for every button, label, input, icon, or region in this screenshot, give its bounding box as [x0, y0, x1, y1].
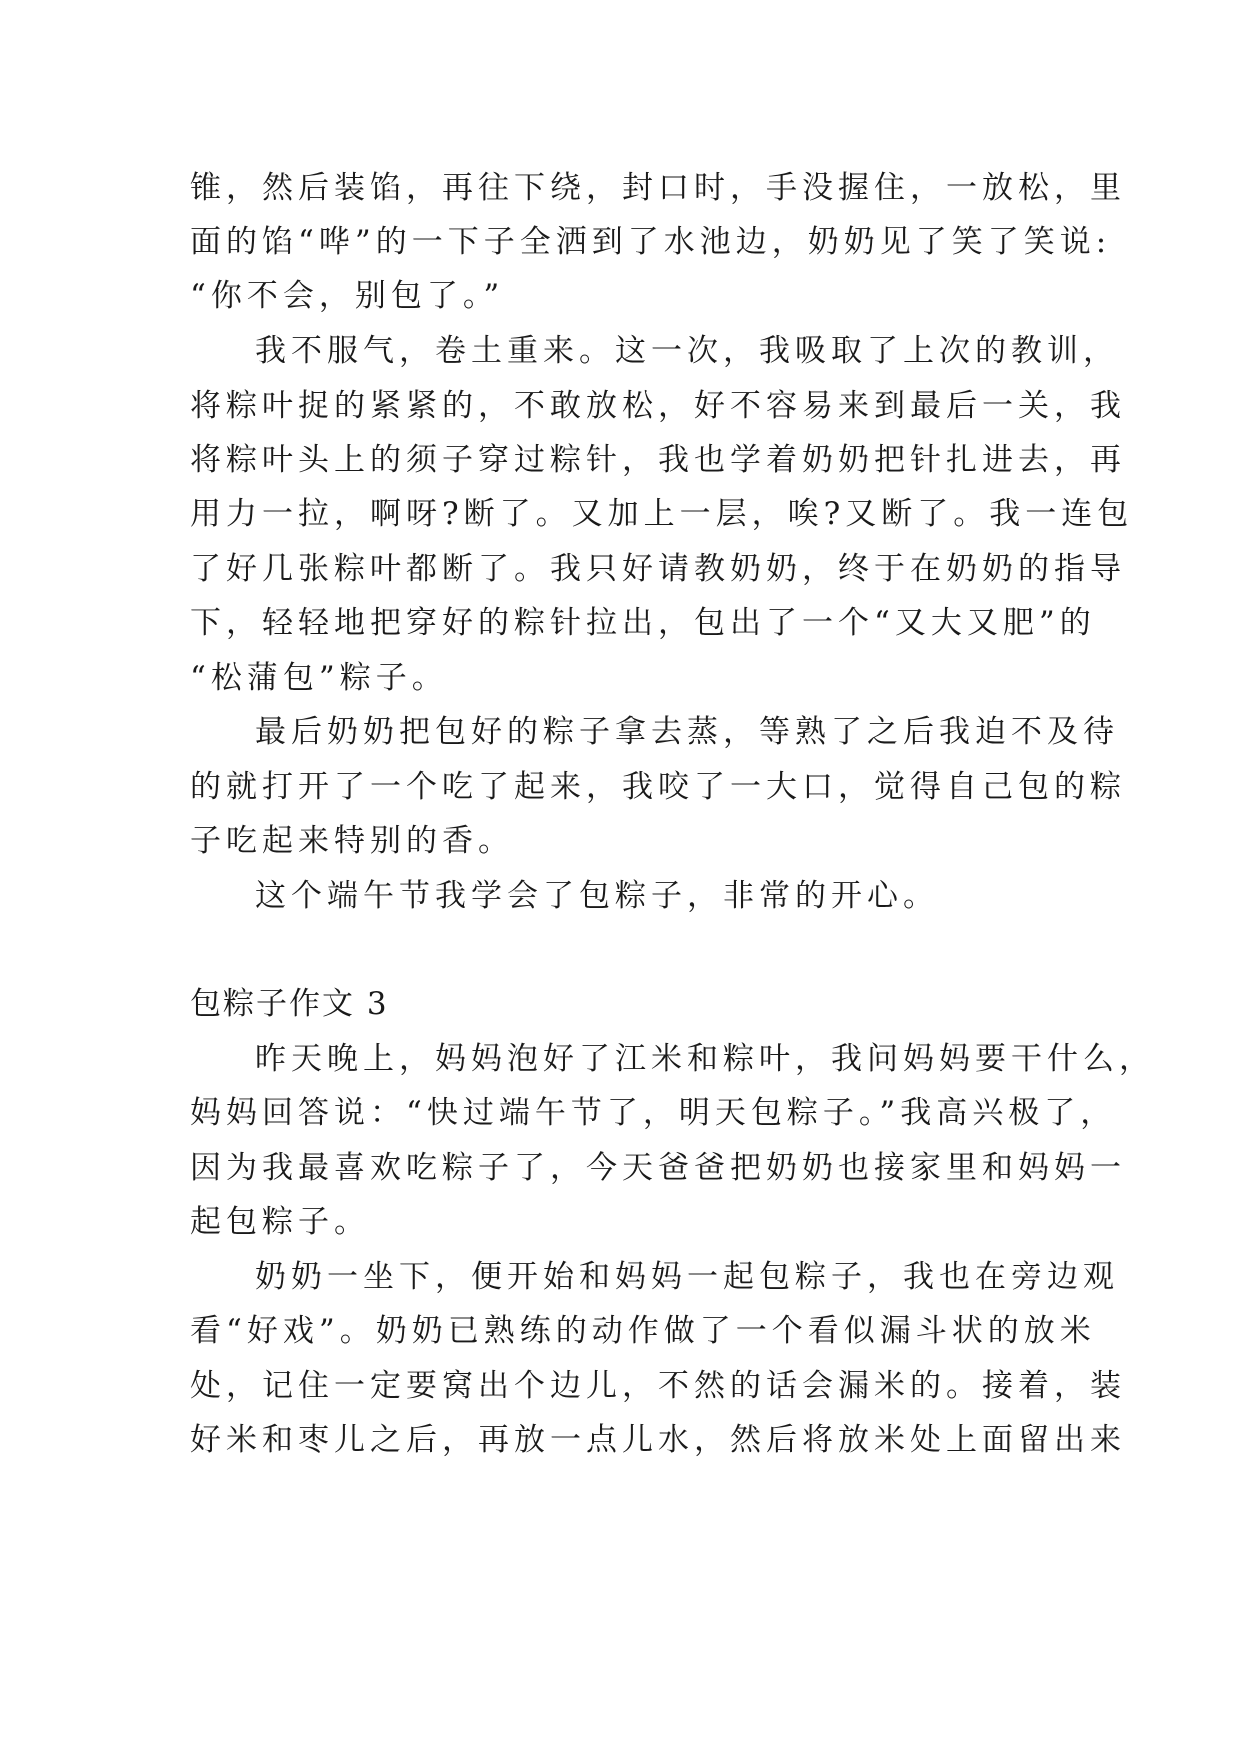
text-line: 将粽叶捉的紧紧的，不敢放松，好不容易来到最后一关，我 [190, 388, 1126, 424]
text-line: 下，轻轻地把穿好的粽针拉出，包出了一个“又大又肥”的 [190, 605, 1096, 641]
paragraph-first-line: 这个端午节我学会了包粽子，非常的开心。 [255, 878, 939, 914]
text-line: 起包粽子。 [190, 1204, 370, 1240]
text-line: “松蒲包”粽子。 [190, 660, 448, 696]
text-line: 了好几张粽叶都断了。我只好请教奶奶，终于在奶奶的指导 [190, 551, 1126, 587]
text-line: 因为我最喜欢吃粽子了，今天爸爸把奶奶也接家里和妈妈一 [190, 1150, 1126, 1186]
paragraph-first-line: 最后奶奶把包好的粽子拿去蒸，等熟了之后我迫不及待 [255, 714, 1119, 750]
paragraph-first-line: 我不服气，卷土重来。这一次，我吸取了上次的教训， [255, 333, 1119, 369]
text-line: “你不会，别包了。” [190, 278, 505, 314]
paragraph-first-line: 昨天晚上，妈妈泡好了江米和粽叶，我问妈妈要干什么， [255, 1041, 1155, 1077]
text-line: 妈妈回答说：“快过端午节了，明天包粽子。”我高兴极了， [190, 1095, 1117, 1131]
section-heading: 包粽子作文 3 [190, 986, 389, 1022]
text-line: 的就打开了一个吃了起来，我咬了一大口，觉得自己包的粽 [190, 769, 1126, 805]
text-line: 好米和枣儿之后，再放一点儿水，然后将放米处上面留出来 [190, 1422, 1126, 1458]
paragraph-first-line: 奶奶一坐下，便开始和妈妈一起包粽子，我也在旁边观 [255, 1259, 1119, 1295]
text-line: 锥，然后装馅，再往下绕，封口时，手没握住，一放松，里 [190, 170, 1126, 206]
text-line: 子吃起来特别的香。 [190, 823, 514, 859]
text-line: 处，记住一定要窝出个边儿，不然的话会漏米的。接着，装 [190, 1368, 1126, 1404]
text-line: 看“好戏”。奶奶已熟练的动作做了一个看似漏斗状的放米 [190, 1313, 1096, 1349]
text-line: 将粽叶头上的须子穿过粽针，我也学着奶奶把针扎进去，再 [190, 442, 1126, 478]
text-line: 面的馅“哗”的一下子全洒到了水池边，奶奶见了笑了笑说: [190, 224, 1112, 260]
text-line: 用力一拉，啊呀?断了。又加上一层，唉?又断了。我一连包 [190, 496, 1134, 532]
